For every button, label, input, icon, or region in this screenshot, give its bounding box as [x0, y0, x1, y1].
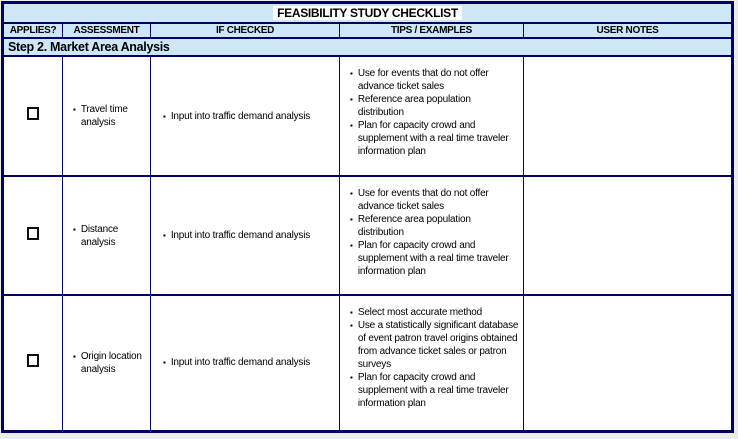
tip-text: Reference area population distribution [357, 214, 471, 238]
assessment-label: Origin location analysis [80, 350, 142, 375]
feasibility-checklist-table [1, 1, 734, 433]
tips-cell [340, 295, 524, 431]
bullet-icon: ▪ [350, 95, 353, 104]
bullet-icon: ▪ [350, 69, 353, 78]
applies-cell [3, 295, 63, 431]
tip-text: Plan for capacity crowd and supplement with a real time traveler information plan [357, 372, 509, 409]
column-header-applies: APPLIES? [3, 23, 63, 38]
bullet-icon: ▪ [350, 215, 353, 224]
table-row [3, 176, 733, 295]
column-header-user-notes: USER NOTES [524, 23, 733, 38]
bullet-icon: ▪ [73, 105, 76, 114]
assessment-cell [63, 295, 151, 431]
if-checked-cell [151, 295, 340, 431]
assessment-cell [63, 56, 151, 176]
tip-text: Plan for capacity crowd and supplement with a real time traveler information plan [357, 120, 509, 157]
tip-text: Reference area population distribution [357, 94, 471, 118]
user-notes-cell[interactable] [524, 295, 733, 431]
tips-cell [340, 176, 524, 295]
bullet-icon: ▪ [350, 241, 353, 250]
bullet-icon: ▪ [163, 111, 166, 121]
if-checked-cell [151, 56, 340, 176]
bullet-icon: ▪ [350, 121, 353, 130]
tip-text: Plan for capacity crowd and supplement with a real time traveler information plan [357, 240, 509, 277]
if-checked-label: Input into traffic demand analysis [170, 110, 311, 122]
if-checked-label: Input into traffic demand analysis [170, 230, 311, 241]
if-checked-label: Input into traffic demand analysis [170, 357, 311, 369]
page-title: FEASIBILITY STUDY CHECKLIST [273, 6, 462, 20]
user-notes-cell[interactable] [524, 176, 733, 295]
assessment-label: Travel time analysis [80, 104, 128, 128]
title-row [3, 3, 733, 24]
section-header-row [3, 38, 733, 56]
column-header-assessment: ASSESSMENT [63, 23, 151, 38]
section-title: Step 2. Market Area Analysis [3, 38, 733, 56]
bullet-icon: ▪ [350, 189, 353, 198]
tip-text: Use a statistically significant database of event patron travel origins obtained from advance ticket sales or patron surveys [357, 320, 519, 370]
bullet-icon: ▪ [73, 224, 76, 234]
column-header-row [3, 23, 733, 38]
tips-cell [340, 56, 524, 176]
tip-text: Select most accurate method [357, 307, 482, 318]
bullet-icon: ▪ [163, 358, 166, 368]
user-notes-cell[interactable] [524, 56, 733, 176]
applies-checkbox[interactable] [27, 354, 39, 367]
applies-cell [3, 56, 63, 176]
applies-checkbox[interactable] [27, 107, 39, 120]
tip-text: Use for events that do not offer advance ticket sales [357, 68, 489, 92]
tip-text: Use for events that do not offer advance ticket sales [357, 188, 489, 212]
bullet-icon: ▪ [73, 351, 76, 361]
applies-checkbox[interactable] [27, 227, 39, 240]
page [0, 1, 738, 439]
bullet-icon: ▪ [350, 373, 353, 382]
if-checked-cell [151, 176, 340, 295]
applies-cell [3, 176, 63, 295]
column-header-tips-examples: TIPS / EXAMPLES [340, 23, 524, 38]
assessment-label: Distance analysis [80, 223, 119, 248]
assessment-cell [63, 176, 151, 295]
bullet-icon: ▪ [350, 308, 353, 317]
bullet-icon: ▪ [163, 231, 166, 240]
bullet-icon: ▪ [350, 321, 353, 330]
column-header-if-checked: IF CHECKED [151, 23, 340, 38]
table-row [3, 56, 733, 176]
table-row [3, 295, 733, 431]
